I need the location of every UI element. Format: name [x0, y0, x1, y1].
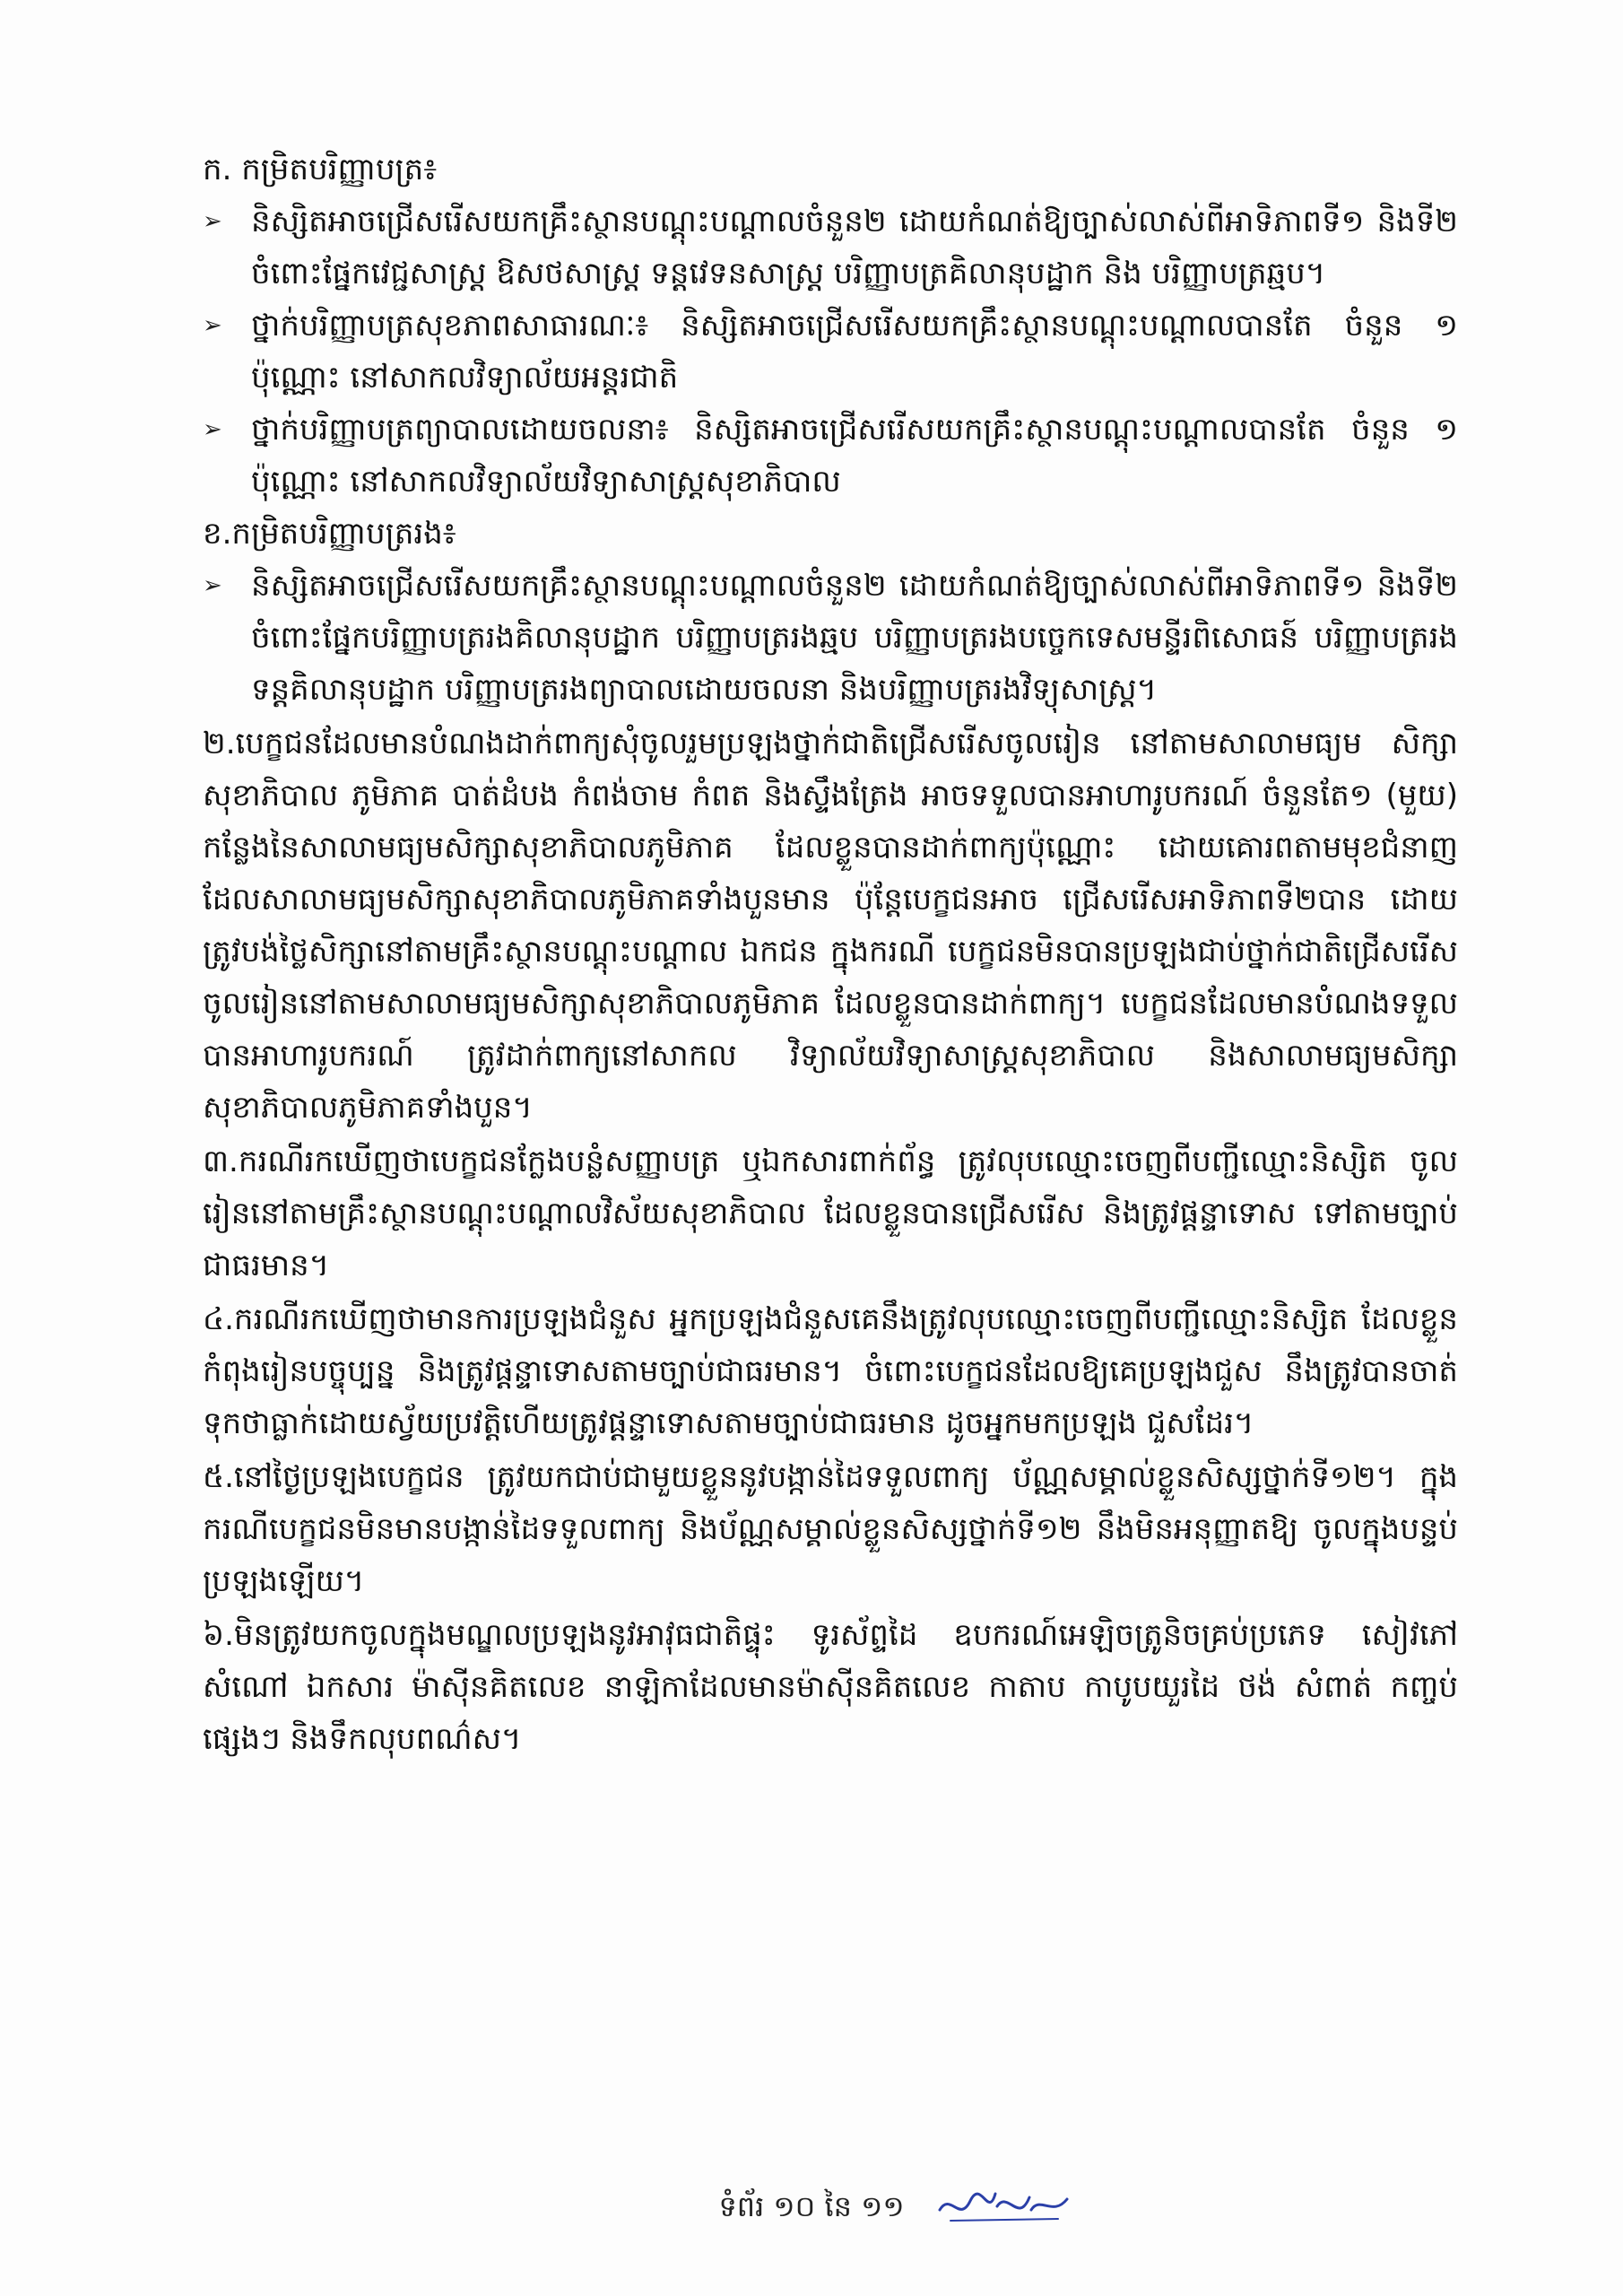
- bullet-text: និស្សិតអាចជ្រើសរើសយកគ្រឹះស្ថានបណ្ដុះបណ្ដាលចំនួន២ ដោយកំណត់ឱ្យច្បាស់លាស់ពីអាទិភាពទី១ និងទី២ ចំពោះផ្នែកបរិញ្ញាបត្ររងគិលានុបដ្ឋាក បរិញ្ញាបត្ររងឆ្មប បរិញ្ញាបត្ររងបច្ចេកទេសមន្ទីរពិសោធន៍ បរិញ្ញាបត្ររងទន្តគិលានុបដ្ឋាក បរិញ្ញាបត្ររងព្យាបាលដោយចលនា និងបរិញ្ញាបត្ររងវិទ្យុសាស្ត្រ។: [251, 568, 1458, 708]
- paragraph-6: ៦.មិនត្រូវយកចូលក្នុងមណ្ឌលប្រឡងនូវអាវុធជាតិផ្ទុះ ទូរស័ព្ទដៃ ឧបករណ៍អេឡិចត្រូនិចគ្រប់ប្រភេទ សៀវភៅ សំណៅ ឯកសារ ម៉ាស៊ីនគិតលេខ នាឡិកាដែលមានម៉ាស៊ីនគិតលេខ កាតាប កាបូបយួរដៃ ថង់ សំពាត់ កញ្ចប់ផ្សេងៗ និងទឹកលុបពណ៌ស។: [203, 1617, 1458, 1757]
- section-a-bullet-1: [203, 196, 1458, 300]
- arrow-bullet-icon: ➢: [203, 572, 222, 599]
- arrow-bullet-icon: ➢: [203, 208, 222, 235]
- section-a-bullet-2: [203, 300, 1458, 404]
- section-a-bullet-3: [203, 404, 1458, 508]
- page-number: ទំព័រ ១០ នៃ ១១: [718, 2189, 905, 2223]
- paragraph-2: ២.បេក្ខជនដែលមានបំណងដាក់ពាក្យសុំចូលរួមប្រឡងថ្នាក់ជាតិជ្រើសរើសចូលរៀន នៅតាមសាលាមធ្យម សិក្សាសុខាភិបាល ភូមិភាគ បាត់ដំបង កំពង់ចាម កំពត និងស្ទឹងត្រែង អាចទទួលបានអាហារូបករណ៍ ចំនួនតែ១ (មួយ) កន្លែងនៃសាលាមធ្យមសិក្សាសុខាភិបាលភូមិភាគ ដែលខ្លួនបានដាក់ពាក្យប៉ុណ្ណោះ ដោយគោរពតាមមុខជំនាញ ដែលសាលាមធ្យមសិក្សាសុខាភិបាលភូមិភាគទាំងបួនមាន ប៉ុន្តែបេក្ខជនអាច ជ្រើសរើសអាទិភាពទី២បាន ដោយត្រូវបង់ថ្លៃសិក្សានៅតាមគ្រឹះស្ថានបណ្ដុះបណ្ដាល ឯកជន ក្នុងករណី បេក្ខជនមិនបានប្រឡងជាប់ថ្នាក់ជាតិជ្រើសរើសចូលរៀននៅតាមសាលាមធ្យមសិក្សាសុខាភិបាលភូមិភាគ ដែលខ្លួនបានដាក់ពាក្យ។ បេក្ខជនដែលមានបំណងទទួលបានអាហារូបករណ៍ ត្រូវដាក់ពាក្យនៅសាកល វិទ្យាល័យវិទ្យាសាស្ត្រសុខាភិបាល និងសាលាមធ្យមសិក្សាសុខាភិបាលភូមិភាគទាំងបួន។: [203, 726, 1458, 1126]
- arrow-bullet-icon: ➢: [203, 416, 222, 443]
- paragraph-5: ៥.នៅថ្ងៃប្រឡងបេក្ខជន ត្រូវយកជាប់ជាមួយខ្លួននូវបង្កាន់ដៃទទួលពាក្យ ប័ណ្ណសម្គាល់ខ្លួនសិស្សថ្នាក់ទី១២។ ក្នុងករណីបេក្ខជនមិនមានបង្កាន់ដៃទទួលពាក្យ និងប័ណ្ណសម្គាល់ខ្លួនសិស្សថ្នាក់ទី១២ នឹងមិនអនុញ្ញាតឱ្យ ចូលក្នុងបន្ទប់ប្រឡងឡើយ។: [203, 1459, 1458, 1599]
- bullet-text: និស្សិតអាចជ្រើសរើសយកគ្រឹះស្ថានបណ្ដុះបណ្ដាលចំនួន២ ដោយកំណត់ឱ្យច្បាស់លាស់ពីអាទិភាពទី១ និងទី២ ចំពោះផ្នែកវេជ្ជសាស្ត្រ ឱសថសាស្ត្រ ទន្តវេទនសាស្ត្រ បរិញ្ញាបត្រគិលានុបដ្ឋាក និង បរិញ្ញាបត្រឆ្មប។: [251, 204, 1458, 291]
- document-body: [203, 144, 1458, 1765]
- handwritten-initials-signature: [933, 2174, 1076, 2237]
- paragraph-4: ៤.ករណីរកឃើញថាមានការប្រឡងជំនួស អ្នកប្រឡងជំនួសគេនឹងត្រូវលុបឈ្មោះចេញពីបញ្ជីឈ្មោះនិស្សិត ដែលខ្លួនកំពុងរៀនបច្ចុប្បន្ន និងត្រូវផ្ដន្ទាទោសតាមច្បាប់ជាធរមាន។ ចំពោះបេក្ខជនដែលឱ្យគេប្រឡងជួស នឹងត្រូវបានចាត់ទុកថាធ្លាក់ដោយស្វ័យប្រវត្តិហើយត្រូវផ្ដន្ទាទោសតាមច្បាប់ជាធរមាន ដូចអ្នកមកប្រឡង ជួសដែរ។: [203, 1301, 1458, 1441]
- paragraph-3: ៣.ករណីរកឃើញថាបេក្ខជនក្លែងបន្លំសញ្ញាបត្រ ឬឯកសារពាក់ព័ន្ធ ត្រូវលុបឈ្មោះចេញពីបញ្ជីឈ្មោះនិស្សិត ចូលរៀននៅតាមគ្រឹះស្ថានបណ្ដុះបណ្ដាលវិស័យសុខាភិបាល ដែលខ្លួនបានជ្រើសរើស និងត្រូវផ្ដន្ទាទោស ទៅតាមច្បាប់ជាធរមាន។: [203, 1144, 1458, 1283]
- page-footer: [0, 2188, 1623, 2231]
- section-a-heading: ក. កម្រិតបរិញ្ញាបត្រ៖: [203, 152, 438, 187]
- bullet-text: ថ្នាក់បរិញ្ញាបត្រព្យាបាលដោយចលនា៖ និស្សិតអាចជ្រើសរើសយកគ្រឹះស្ថានបណ្ដុះបណ្ដាលបានតែ ចំនួន ១ ប៉ុណ្ណោះ នៅសាកលវិទ្យាល័យវិទ្យាសាស្ត្រសុខាភិបាល: [251, 412, 1458, 500]
- arrow-bullet-icon: ➢: [203, 312, 222, 339]
- section-b-heading: ខ.កម្រិតបរិញ្ញាបត្ររង៖: [203, 516, 456, 552]
- section-b-bullet-1: [203, 560, 1458, 716]
- bullet-text: ថ្នាក់បរិញ្ញាបត្រសុខភាពសាធារណៈ៖ និស្សិតអាចជ្រើសរើសយកគ្រឹះស្ថានបណ្ដុះបណ្ដាលបានតែ ចំនួន ១ ប៉ុណ្ណោះ នៅសាកលវិទ្យាល័យអន្តរជាតិ: [251, 308, 1458, 396]
